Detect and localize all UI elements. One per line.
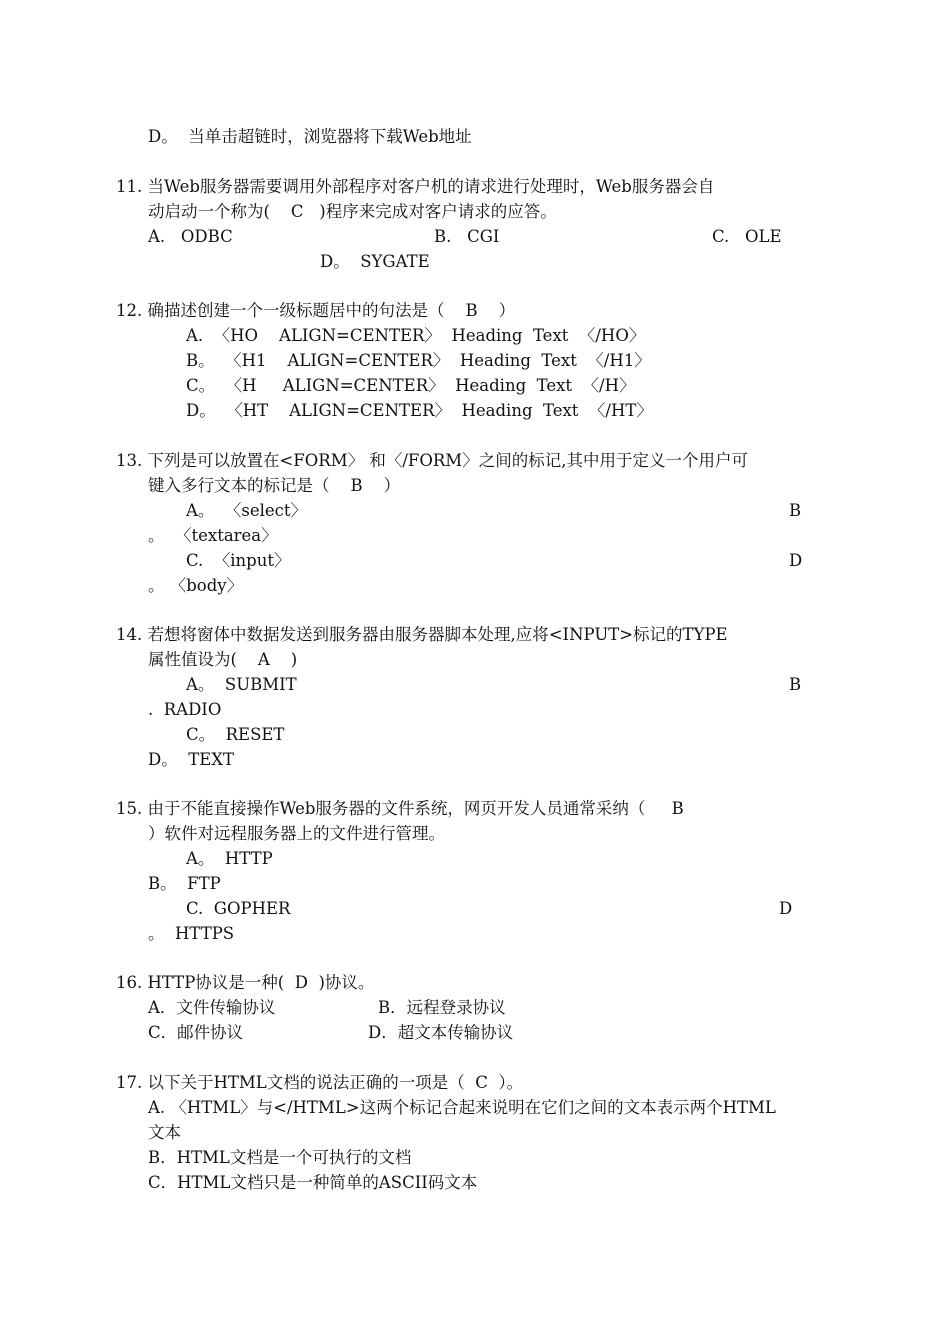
q14-option-c: C。 RESET: [186, 725, 285, 744]
q14-option-a: A。 SUBMIT: [186, 675, 297, 694]
q17-stem: 17. 以下关于HTML文档的说法正确的一项是（ C ）。: [116, 1073, 524, 1092]
q14-option-d: D。 TEXT: [148, 750, 235, 769]
q15-option-d-letter: D: [779, 899, 793, 918]
q11-option-d: D。 SYGATE: [320, 252, 430, 271]
q13-stem-line-1: 13. 下列是可以放置在<FORM〉 和〈/FORM〉之间的标记,其中用于定义一个用户可: [116, 451, 748, 470]
q14-option-b-text: . RADIO: [148, 700, 222, 719]
q10-option-d: D。 当单击超链时，浏览器将下载Web地址: [148, 127, 472, 146]
q11-option-b: B. CGI: [434, 227, 500, 246]
q12-stem: 12. 确描述创建一个一级标题居中的句法是（ B ）: [116, 301, 516, 320]
q13-option-c: C. 〈input〉: [186, 551, 291, 570]
q17-option-c: C．HTML文档只是一种简单的ASCII码文本: [148, 1173, 478, 1192]
q15-stem-line-2: ）软件对远程服务器上的文件进行管理。: [148, 824, 445, 843]
q12-option-c: C。 〈H ALIGN=CENTER〉 Heading Text 〈/H〉: [186, 376, 636, 395]
q11-option-c: C. OLE: [712, 227, 782, 246]
q17-option-a-line-2: 文本: [148, 1123, 181, 1142]
q13-stem-line-2: 键入多行文本的标记是（ B ）: [148, 476, 401, 495]
q17-option-a-line-1: A. 〈HTML〉与</HTML>这两个标记合起来说明在它们之间的文本表示两个HTML: [148, 1098, 776, 1117]
q15-option-b: B。 FTP: [148, 874, 221, 893]
q16-option-d: D．超文本传输协议: [368, 1023, 514, 1042]
q13-option-b-text: 。 〈textarea〉: [148, 526, 278, 545]
q15-option-d-text: 。 HTTPS: [148, 924, 235, 943]
q12-option-b: B。 〈H1 ALIGN=CENTER〉 Heading Text 〈/H1〉: [186, 351, 651, 370]
q13-option-d-text: 。 〈body〉: [148, 576, 244, 595]
q14-stem-line-2: 属性值设为( A ): [148, 650, 298, 669]
q13-option-a: A。 〈select〉: [186, 501, 308, 520]
q13-option-b-letter: B: [789, 501, 802, 520]
q15-option-c: C. GOPHER: [186, 899, 291, 918]
q15-stem-line-1: 15. 由于不能直接操作Web服务器的文件系统，网页开发人员通常采纳（ B: [116, 799, 684, 818]
q11-stem-line-1: 11. 当Web服务器需要调用外部程序对客户机的请求进行处理时，Web服务器会自: [116, 177, 715, 196]
q16-option-b: B．远程登录协议: [378, 998, 506, 1017]
q11-stem-line-2: 动启动一个称为( C )程序来完成对客户请求的应答。: [148, 202, 557, 221]
q12-option-a: A. 〈HO ALIGN=CENTER〉 Heading Text 〈/HO〉: [186, 326, 646, 345]
q17-option-b: B．HTML文档是一个可执行的文档: [148, 1148, 412, 1167]
q14-option-b-letter: B: [789, 675, 802, 694]
q12-option-d: D。 〈HT ALIGN=CENTER〉 Heading Text 〈/HT〉: [186, 401, 653, 420]
q15-option-a: A。 HTTP: [186, 849, 273, 868]
q16-stem: 16. HTTP协议是一种( D )协议。: [116, 973, 375, 992]
q14-stem-line-1: 14. 若想将窗体中数据发送到服务器由服务器脚本处理,应将<INPUT>标记的TYPE: [116, 625, 728, 644]
q16-option-a: A．文件传输协议: [148, 998, 276, 1017]
q13-option-d-letter: D: [789, 551, 803, 570]
q16-option-c: C．邮件协议: [148, 1023, 244, 1042]
q11-option-a: A. ODBC: [148, 227, 233, 246]
